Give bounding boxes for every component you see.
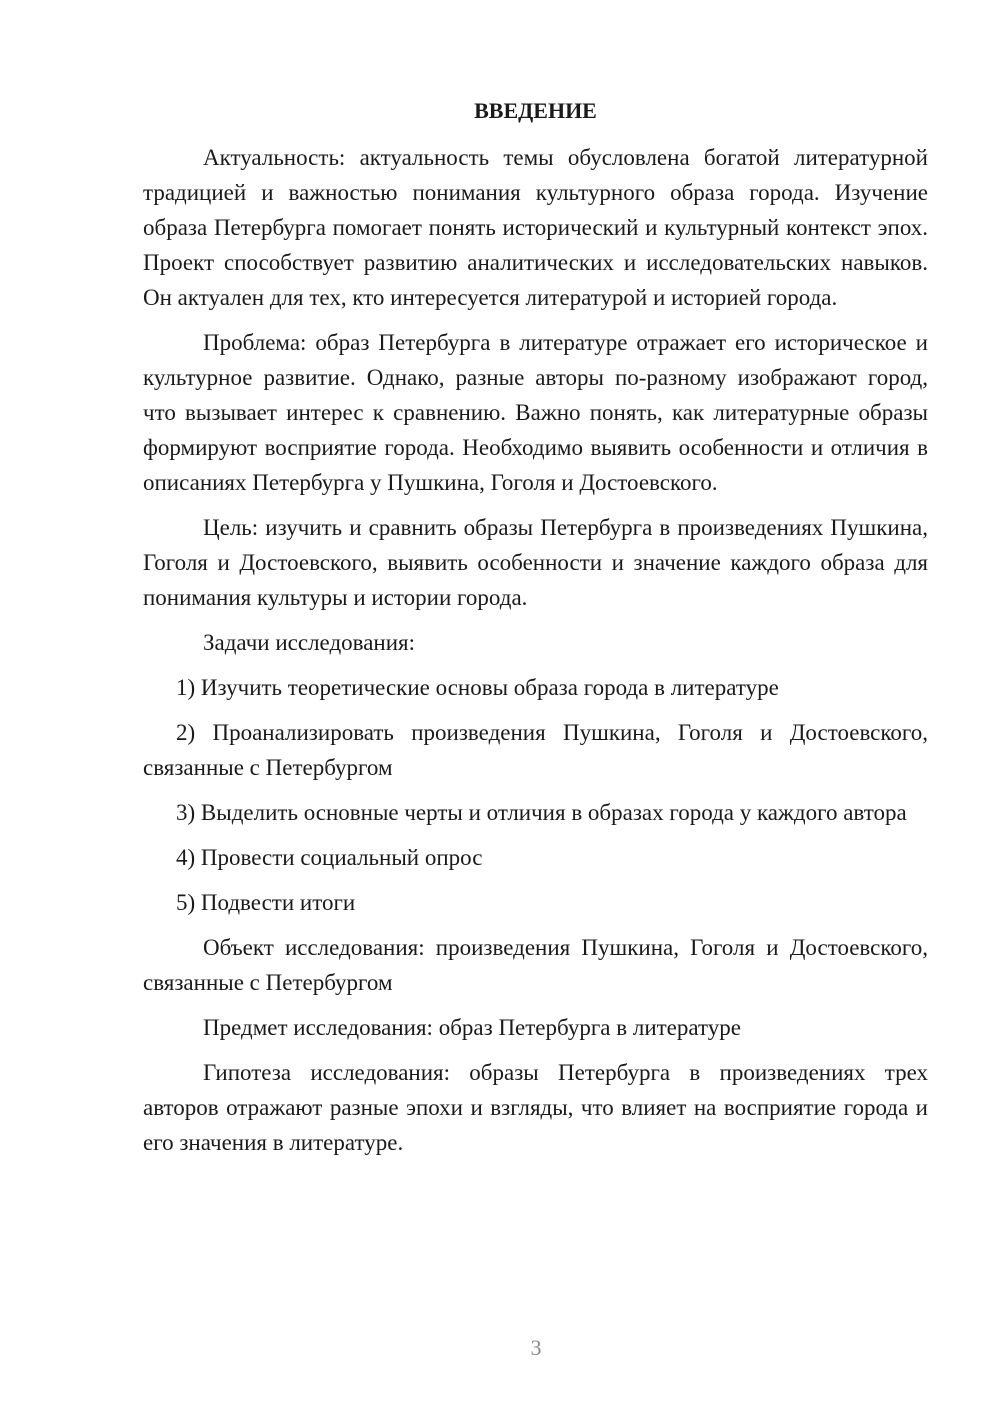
page-number: 3 xyxy=(530,1335,542,1360)
page-content xyxy=(143,93,928,1170)
hypothesis-paragraph: Гипотеза исследования: образы Петербурга в произведениях трех авторов отражают разные эпохи и взгляды, что влияет на восприятие города и его значения в литературе. xyxy=(143,1060,928,1155)
object-paragraph: Объект исследования: произведения Пушкина, Гоголя и Достоевского, связанные с Петербургом xyxy=(143,935,928,995)
subject-paragraph: Предмет исследования: образ Петербурга в литературе xyxy=(203,1015,741,1040)
task-item: 2) Проанализировать произведения Пушкина, Гоголя и Достоевского, связанные с Петербургом xyxy=(143,720,928,780)
goal-paragraph: Цель: изучить и сравнить образы Петербурга в произведениях Пушкина, Гоголя и Достоевского, выявить особенности и значение каждого образа для понимания культуры и истории города. xyxy=(143,515,928,610)
tasks-intro: Задачи исследования: xyxy=(203,630,416,655)
problem-paragraph: Проблема: образ Петербурга в литературе отражает его историческое и культурное развитие. Однако, разные авторы по-разному изображают город, что вызывает интерес к сравнению. Важно понять, как литературные образы формируют восприятие города. Необходимо выявить особенности и отличия в описаниях Петербурга у Пушкина, Гоголя и Достоевского. xyxy=(143,330,928,495)
task-item: 3) Выделить основные черты и отличия в образах города у каждого автора xyxy=(176,800,907,825)
task-item: 1) Изучить теоретические основы образа города в литературе xyxy=(176,675,779,700)
task-list xyxy=(143,670,928,920)
relevance-paragraph: Актуальность: актуальность темы обусловлена богатой литературной традицией и важностью понимания культурного образа города. Изучение образа Петербурга помогает понять исторический и культурный контекст эпох. Проект способствует развитию аналитических и исследовательских навыков. Он актуален для тех, кто интересуется литературой и историей города. xyxy=(143,145,928,310)
section-heading: ВВЕДЕНИЕ xyxy=(474,98,597,123)
task-item: 5) Подвести итоги xyxy=(176,890,356,915)
task-item: 4) Провести социальный опрос xyxy=(176,845,483,870)
